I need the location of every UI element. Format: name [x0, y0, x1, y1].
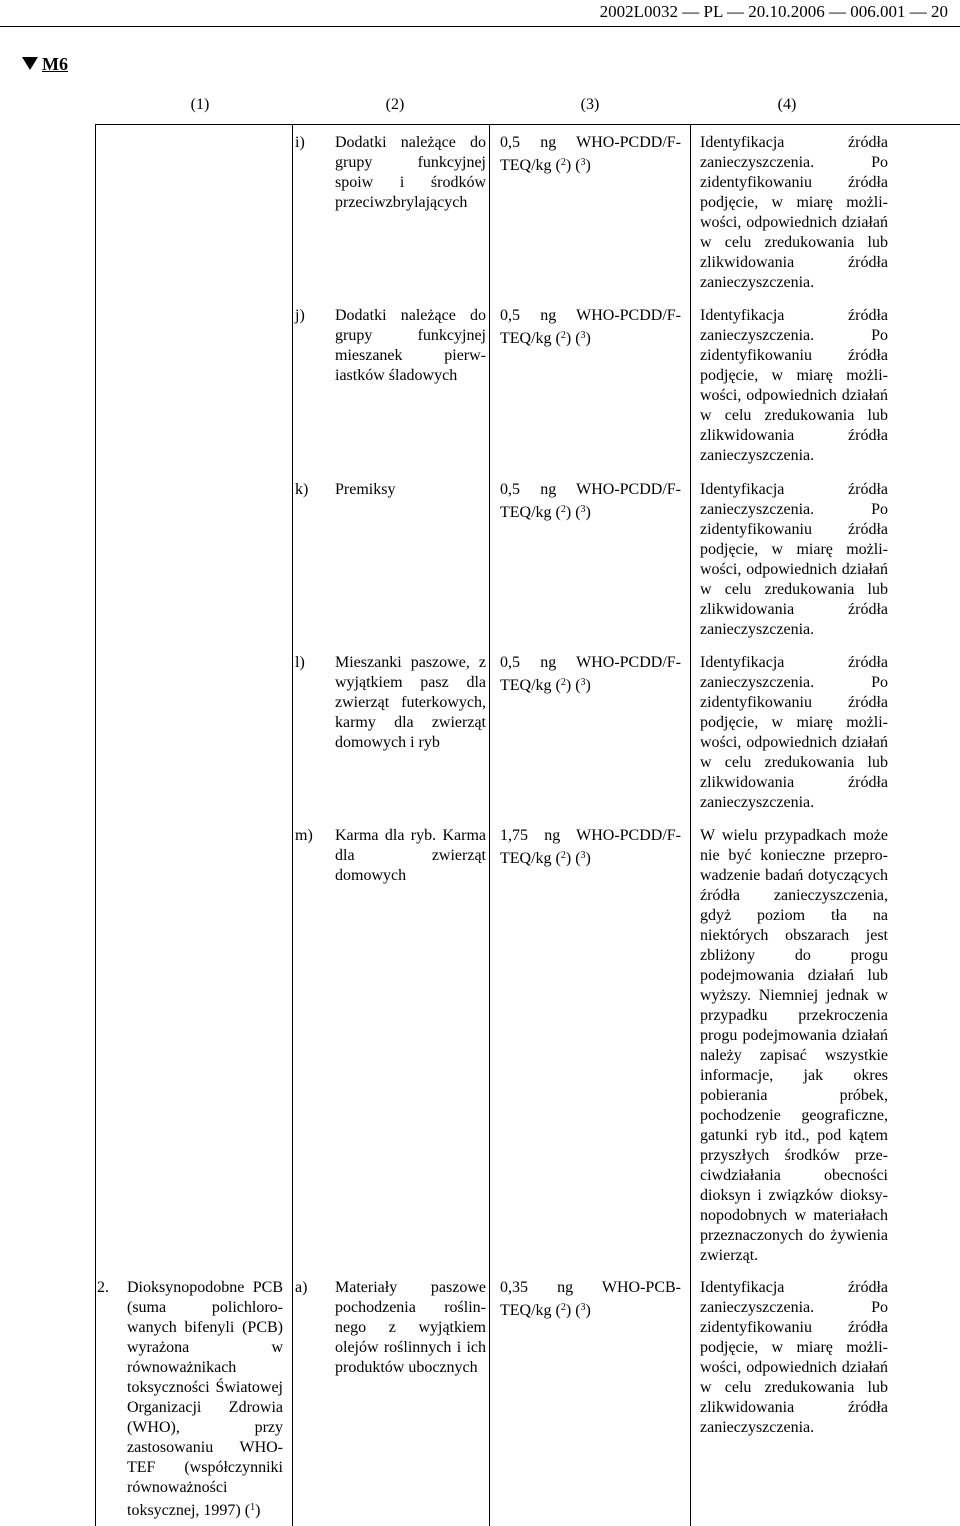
row-label: k) — [295, 481, 309, 498]
header-rule — [0, 26, 960, 27]
required-action: W wielu przypadkach może nie być konieczne przeprowadzenie badań dotyczących źródła zanieczyszczenia, gdyż poziom tła na niektórych obszarach jest zbliżony do progu podejmowania działań lub wyższy. Niemniej jednak w przypadku przekroczenia progu podejmowania działań należy zapisać wszystkie informacje, jak okres pobierania próbek, pochodzenie geograficzne, gatunki ryb itd., pod kątem przyszłych środków przeciwdziałania obecności dioksyn i związków dioksynopodobnych w materiałach przeznaczonych do żywienia zwierząt. — [700, 827, 888, 1264]
action-threshold: 0,5 ng WHO-PCDD/F-TEQ/kg ($^2$) ($^3$) — [500, 481, 681, 521]
table-header-rule — [95, 124, 960, 125]
row-label: i) — [295, 134, 305, 151]
document-header: 2002L0032 — PL — 20.10.2006 — 006.001 — 20 — [599, 2, 948, 21]
product-name: Mieszanki paszowe, z wyjątkiem pasz dla zwierząt futerkowych, karmy dla zwierząt domowych i ryb — [335, 654, 486, 751]
amendment-marker — [22, 54, 68, 75]
required-action: Identyfikacja źródła zanieczyszczenia. Po zidentyfikowaniu źródła podjęcie, w miarę możliwości, odpowiednich działań w celu zredukowania lub zlikwidowania źródła zanieczyszczenia. — [700, 1279, 888, 1436]
product-name: Karma dla ryb. Karma dla zwierząt domowych — [335, 827, 486, 884]
action-threshold: 0,5 ng WHO-PCDD/F-TEQ/kg ($^2$) ($^3$) — [500, 307, 681, 347]
required-action: Identyfikacja źródła zanieczyszczenia. Po zidentyfikowaniu źródła podjęcie, w miarę możliwości, odpowiednich działań w celu zredukowania lub zlikwidowania źródła zanieczyszczenia. — [700, 134, 888, 291]
row-label: a) — [295, 1279, 308, 1296]
column-header-2: (2) — [385, 96, 405, 113]
row-label: l) — [295, 654, 305, 671]
triangle-down-icon — [22, 57, 38, 70]
action-threshold: 1,75 ng WHO-PCDD/F-TEQ/kg ($^2$) ($^3$) — [500, 827, 681, 867]
row-label: j) — [295, 307, 305, 324]
product-name: Premiksy — [335, 481, 396, 498]
action-threshold: 0,5 ng WHO-PCDD/F-TEQ/kg ($^2$) ($^3$) — [500, 134, 681, 174]
action-threshold: 0,5 ng WHO-PCDD/F-TEQ/kg ($^2$) ($^3$) — [500, 654, 681, 694]
action-threshold: 0,35 ng WHO-PCB-TEQ/kg ($^2$) ($^3$) — [500, 1279, 681, 1319]
required-action: Identyfikacja źródła zanieczyszczenia. Po zidentyfikowaniu źródła podjęcie, w miarę możliwości, odpowiednich działań w celu zredukowania lub zlikwidowania źródła zanieczyszczenia. — [700, 481, 888, 638]
column-header-4: (4) — [777, 96, 797, 113]
row-label: m) — [295, 827, 313, 844]
column-divider — [95, 124, 96, 1526]
column-divider — [489, 124, 490, 1526]
amendment-code: M6 — [42, 54, 68, 74]
section-number: 2. — [97, 1279, 109, 1296]
required-action: Identyfikacja źródła zanieczyszczenia. Po zidentyfikowaniu źródła podjęcie, w miarę możliwości, odpowiednich działań w celu zredukowania lub zlikwidowania źródła zanieczyszczenia. — [700, 654, 888, 811]
product-name: Dodatki należące do grupy funkcyjnej spoiw i środków przeciwzbrylających — [335, 134, 486, 211]
column-divider — [292, 124, 293, 1526]
column-header-3: (3) — [580, 96, 600, 113]
required-action: Identyfikacja źródła zanieczyszczenia. Po zidentyfikowaniu źródła podjęcie, w miarę możliwości, odpowiednich działań w celu zredukowania lub zlikwidowania źródła zanieczyszczenia. — [700, 307, 888, 464]
section-2-substance: Dioksynopodobne PCB (suma polichlorowanych bifenyli (PCB) wyrażona w równoważnikach toksyczności Światowej Organizacji Zdrowia (WHO), przy zastosowaniu WHO-TEF (współczynniki równoważności toksycznej, 1997) ($^1$) — [127, 1279, 283, 1519]
product-name: Dodatki należące do grupy funkcyjnej mieszanek pierwiastków śladowych — [335, 307, 486, 384]
product-name: Materiały paszowe pochodzenia roślinnego z wyjątkiem olejów roślinnych i ich produktów ubocznych — [335, 1279, 486, 1376]
column-divider — [690, 124, 691, 1526]
column-header-1: (1) — [190, 96, 210, 113]
